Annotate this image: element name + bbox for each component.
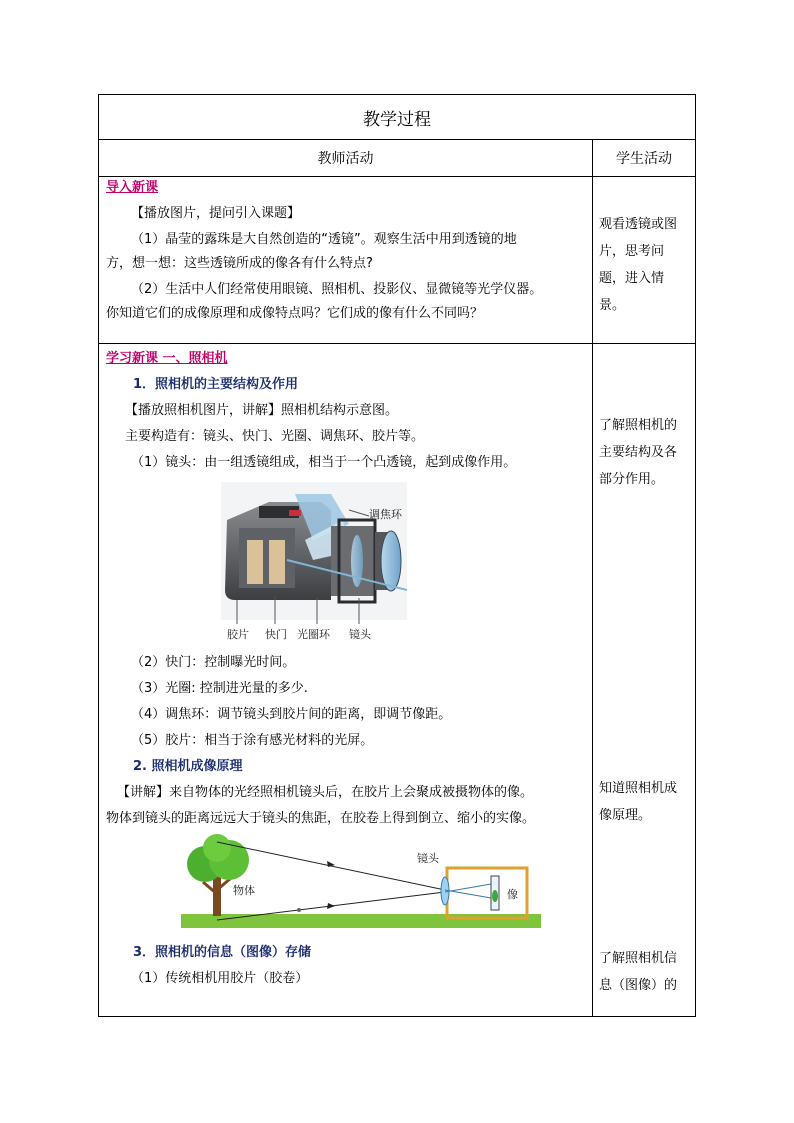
intro-student-line: 观看透镜或图 xyxy=(599,217,678,232)
section-1-lens: （1）镜头：由一组透镜组成，相当于一个凸透镜，起到成像作用。 xyxy=(131,455,517,470)
intro-student-line: 题，进入情 xyxy=(599,271,665,286)
label-lens: 镜头 xyxy=(349,628,371,641)
section-2-text-2: 物体到镜头的距离远远大于镜头的焦距，在胶卷上得到倒立、缩小的实像。 xyxy=(106,811,536,826)
diagram-label-object: 物体 xyxy=(233,884,255,897)
label-shutter: 快门 xyxy=(265,628,287,641)
intro-question-2a: （2）生活中人们经常使用眼镜、照相机、投影仪、显微镜等光学仪器。 xyxy=(131,282,543,297)
section-1-aperture: （3）光圈: 控制进光量的多少. xyxy=(131,681,308,696)
teacher-column-header: 教师活动 xyxy=(99,140,593,177)
section-2-text-1: 【讲解】来自物体的光经照相机镜头后，在胶片上会聚成被摄物体的像。 xyxy=(117,785,534,800)
label-focus-ring: 调焦环 xyxy=(369,508,402,521)
lesson-student-cell xyxy=(593,344,696,1017)
section-3-film: （1）传统相机用胶片（胶卷） xyxy=(131,971,309,986)
section-1-focus-ring: （4）调焦环：调节镜头到胶片间的距离，即调节像距。 xyxy=(131,707,452,722)
lesson-student-line: 知道照相机成 xyxy=(599,781,678,796)
intro-question-1b: 方，想一想：这些透镜所成的像各有什么特点? xyxy=(106,256,373,271)
label-film: 胶片 xyxy=(227,628,249,641)
lesson-student-line: 了解照相机的 xyxy=(599,418,678,433)
teaching-process-table xyxy=(98,94,696,1017)
section-1-parts: 主要构造有：镜头、快门、光圈、调焦环、胶片等。 xyxy=(125,429,425,444)
intro-prompt: 【播放图片，提问引入课题】 xyxy=(131,206,301,221)
intro-heading: 导入新课 xyxy=(106,180,159,195)
section-2-title: 2. 照相机成像原理 xyxy=(133,759,243,774)
lesson-student-line: 主要结构及各 xyxy=(599,445,678,460)
section-1-shutter: （2）快门：控制曝光时间。 xyxy=(131,655,296,670)
intro-student-line: 片，思考问 xyxy=(599,244,665,259)
intro-question-1a: （1）晶莹的露珠是大自然创造的“透镜”。观察生活中用到透镜的地 xyxy=(131,232,517,247)
section-1-title: 1．照相机的主要结构及作用 xyxy=(133,377,299,392)
lesson-student-line: 了解照相机信 xyxy=(599,951,678,966)
lesson-student-line: 息（图像）的 xyxy=(599,978,678,993)
camera-structure-figure xyxy=(99,480,593,646)
intro-student-cell xyxy=(593,177,696,344)
intro-question-2b: 你知道它们的成像原理和成像特点吗？它们成的像有什么不同吗？ xyxy=(106,306,484,321)
lesson-student-line: 部分作用。 xyxy=(599,472,665,487)
lesson-heading: 学习新课 一、照相机 xyxy=(106,351,228,366)
label-aperture-ring: 光圈环 xyxy=(297,628,330,641)
diagram-label-lens: 镜头 xyxy=(417,852,439,865)
table-title: 教学过程 xyxy=(99,95,696,140)
camera-imaging-diagram xyxy=(99,834,593,934)
section-3-title: 3．照相机的信息（图像）存储 xyxy=(133,945,312,960)
diagram-label-image: 像 xyxy=(507,888,518,901)
intro-student-line: 景。 xyxy=(599,298,626,313)
intro-teacher-cell xyxy=(99,177,593,344)
lesson-teacher-cell xyxy=(99,344,593,1017)
section-1-film: （5）胶片：相当于涂有感光材料的光屏。 xyxy=(131,733,374,748)
student-column-header: 学生活动 xyxy=(593,140,696,177)
lesson-student-line: 像原理。 xyxy=(599,808,652,823)
section-1-prompt: 【播放照相机图片，讲解】照相机结构示意图。 xyxy=(125,403,399,418)
